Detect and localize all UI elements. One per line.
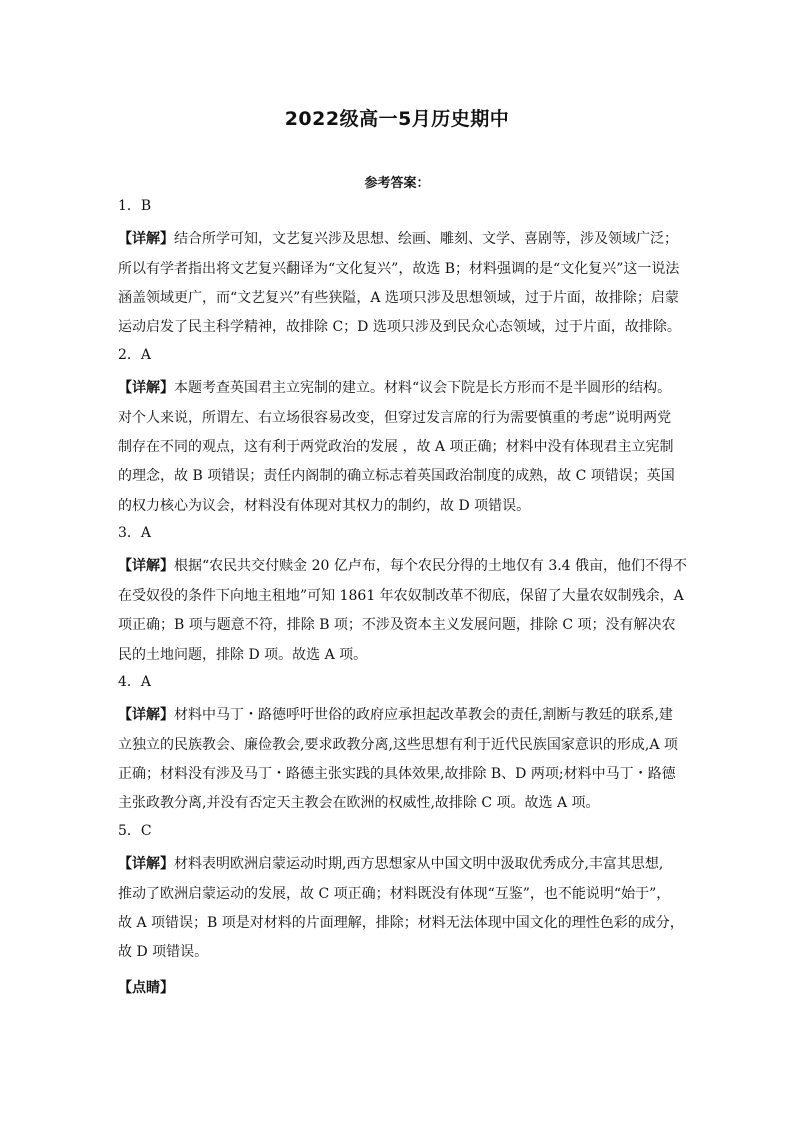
explanation-text: 运动启发了民主科学精神，故排除 C；D 选项只涉及到民众心态领域，过于片面，故排除。 bbox=[118, 319, 681, 336]
question-number: 2．A bbox=[118, 346, 152, 363]
detail-tag: 【详解】 bbox=[118, 707, 174, 724]
answer-key-heading: 参考答案： bbox=[364, 176, 430, 191]
explanation-line bbox=[118, 760, 690, 789]
explanation-text: 材料表明欧洲启蒙运动时期,西方思想家从中国文明中汲取优秀成分,丰富其思想, bbox=[174, 856, 664, 873]
explanation-line bbox=[118, 225, 690, 254]
detail-tag: 【详解】 bbox=[118, 231, 174, 248]
explanation-text: 推动了欧洲启蒙运动的发展，故 C 项正确；材料既没有体现“互鉴”，也不能说明“始于”， bbox=[118, 885, 671, 902]
detail-tag: 【详解】 bbox=[118, 558, 174, 575]
explanation-line bbox=[118, 284, 690, 313]
question-explanation bbox=[118, 695, 690, 819]
explanation-text: 对个人来说，所谓左、右立场很容易改变，但穿过发言席的行为需要慎重的考虑”说明两党 bbox=[118, 409, 672, 426]
answer-list bbox=[118, 194, 690, 1003]
explanation-line bbox=[118, 909, 690, 938]
explanation-text: 的理念，故 B 项错误；责任内阁制的确立标志着英国政治制度的成熟，故 C 项错误；英国 bbox=[118, 468, 675, 485]
question-explanation bbox=[118, 368, 690, 521]
explanation-line bbox=[118, 552, 690, 581]
explanation-text: 在受奴役的条件下向地主租地”可知 1861 年农奴制改革不彻底，保留了大量农奴制残余，A bbox=[118, 587, 684, 604]
explanation-text: 的权力核心为议会，材料没有体现对其权力的制约，故 D 项错误。 bbox=[118, 497, 531, 514]
explanation-text: 正确；材料没有涉及马丁・路德主张实践的具体效果,故排除 B、D 两项;材料中马丁・路德 bbox=[118, 766, 676, 783]
explanation-line bbox=[118, 313, 690, 342]
explanation-line bbox=[118, 462, 690, 491]
key-point-tag: 【点睛】 bbox=[118, 979, 174, 996]
explanation-text: 所以有学者指出将文艺复兴翻译为“文化复兴”，故选 B；材料强调的是“文化复兴”这一说法 bbox=[118, 260, 680, 277]
explanation-line bbox=[118, 880, 690, 909]
explanation-text: 材料中马丁・路德呼吁世俗的政府应承担起改革教会的责任,割断与教廷的联系,建 bbox=[174, 707, 673, 724]
explanation-text: 根据“农民共交付赎金 20 亿卢布，每个农民分得的土地仅有 3.4 俄亩，他们不得不 bbox=[174, 558, 688, 575]
explanation-text: 项正确；B 项与题意不符，排除 B 项；不涉及资本主义发展问题，排除 C 项；没有解决农 bbox=[118, 617, 676, 634]
question-explanation bbox=[118, 546, 690, 670]
question-number: 4．A bbox=[118, 673, 152, 690]
explanation-text: 故 D 项错误。 bbox=[118, 944, 209, 961]
explanation-text: 制存在不同的观点，这有利于两党政治的发展 ，故 A 项正确；材料中没有体现君主立宪制 bbox=[118, 438, 674, 455]
explanation-text: 民的土地问题，排除 D 项。故选 A 项。 bbox=[118, 646, 368, 663]
explanation-text: 结合所学可知，文艺复兴涉及思想、绘画、雕刻、文学、喜剧等，涉及领域广泛； bbox=[174, 231, 678, 248]
explanation-line bbox=[118, 492, 690, 521]
explanation-text: 涵盖领域更广，而“文艺复兴”有些狭隘，A 选项只涉及思想领域，过于片面，故排除；启蒙 bbox=[118, 290, 679, 307]
explanation-line bbox=[118, 404, 690, 433]
explanation-line bbox=[118, 641, 690, 670]
document-title: 2022级高一5月历史期中 bbox=[284, 108, 510, 130]
explanation-line bbox=[118, 789, 690, 818]
question-number: 5．C bbox=[118, 822, 152, 839]
question-explanation bbox=[118, 219, 690, 343]
explanation-line bbox=[118, 374, 690, 403]
explanation-line bbox=[118, 850, 690, 879]
detail-tag: 【详解】 bbox=[118, 856, 174, 873]
explanation-text: 故 A 项错误；B 项是对材料的片面理解，排除；材料无法体现中国文化的理性色彩的成分， bbox=[118, 914, 684, 931]
explanation-line bbox=[118, 701, 690, 730]
explanation-line bbox=[118, 731, 690, 760]
explanation-line bbox=[118, 255, 690, 284]
detail-tag: 【详解】 bbox=[118, 380, 174, 397]
explanation-line bbox=[118, 938, 690, 967]
question-number: 3．A bbox=[118, 525, 152, 542]
explanation-line bbox=[118, 611, 690, 640]
explanation-text: 本题考查英国君主立宪制的建立。材料“议会下院是长方形而不是半圆形的结构。 bbox=[174, 380, 672, 397]
question-explanation bbox=[118, 844, 690, 968]
explanation-text: 立独立的民族教会、廉俭教会,要求政教分离,这些思想有利于近代民族国家意识的形成,A 项 bbox=[118, 736, 678, 753]
question-number: 1．B bbox=[118, 198, 152, 214]
explanation-text: 主张政教分离,并没有否定天主教会在欧洲的权威性,故排除 C 项。故选 A 项。 bbox=[118, 795, 600, 812]
explanation-line bbox=[118, 433, 690, 462]
explanation-line bbox=[118, 582, 690, 611]
